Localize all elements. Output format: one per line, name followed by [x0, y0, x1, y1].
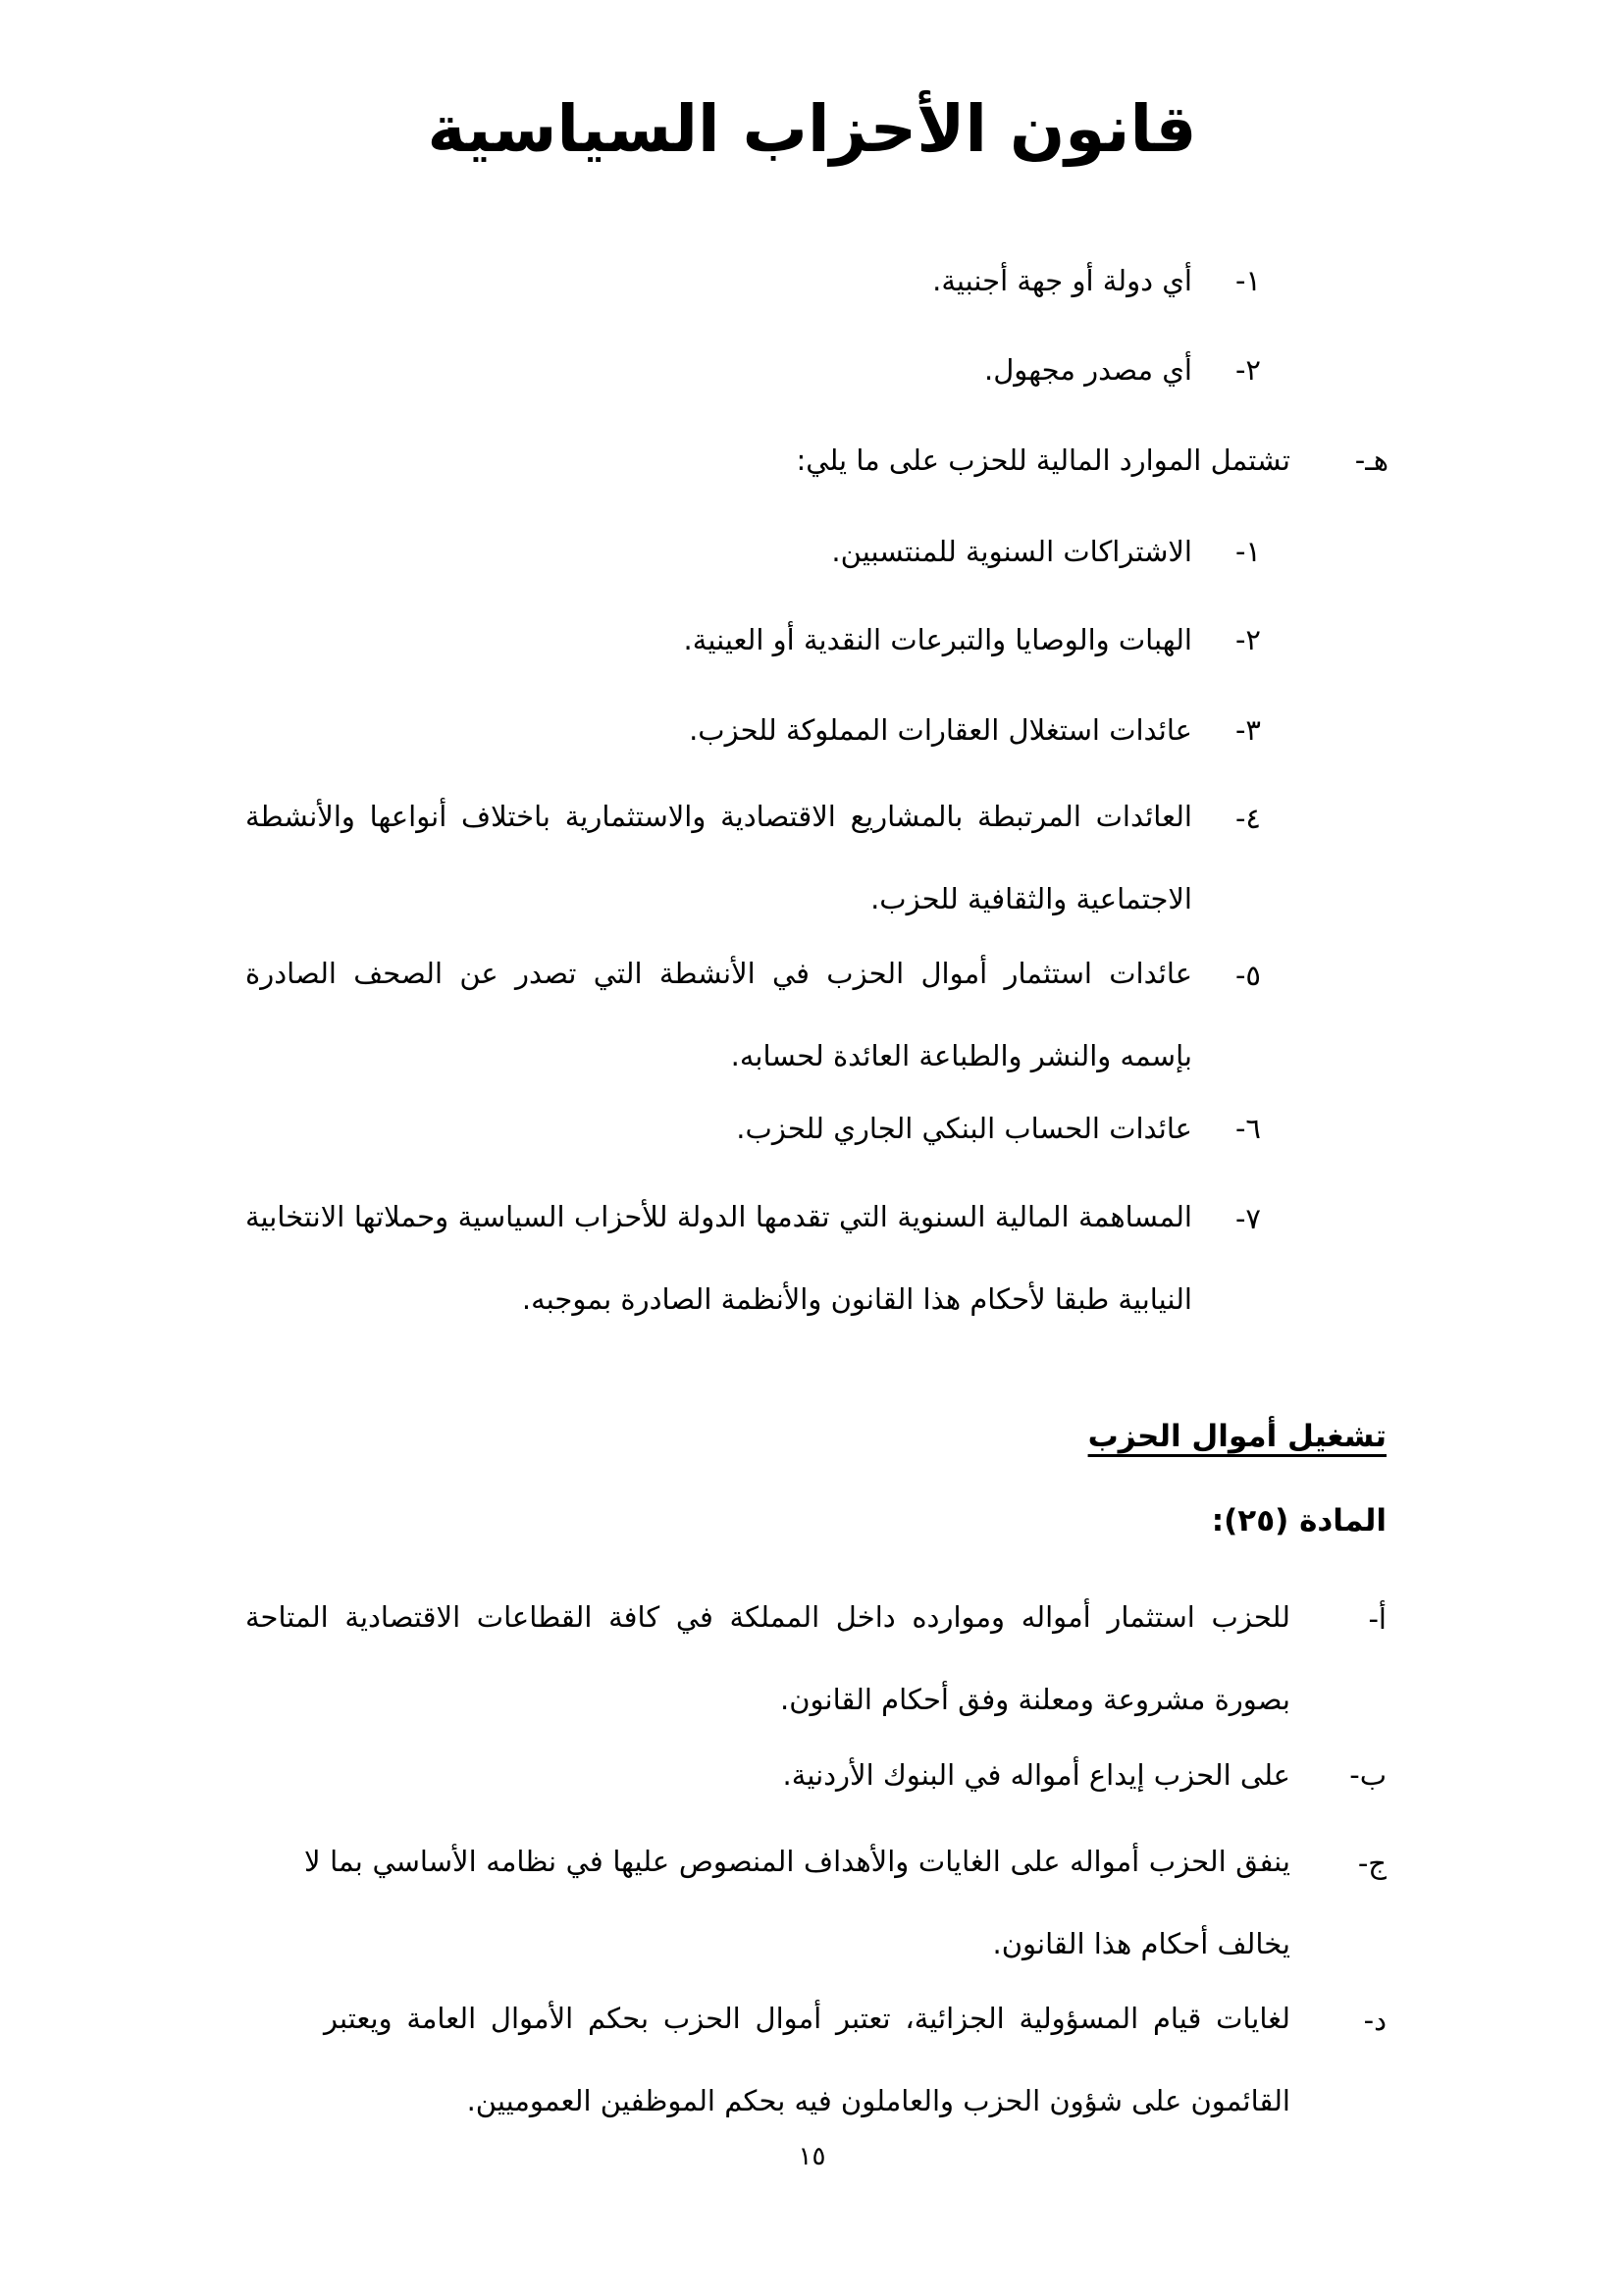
- clause-text: ينفق الحزب أمواله على الغايات والأهداف المنصوص عليها في نظامه الأساسي بما لا يخالف أحكام هذا القانون.: [304, 1845, 1290, 1960]
- clause-marker: ب-: [1349, 1758, 1387, 1792]
- section-heading: تشغيل أموال الحزب: [1087, 1419, 1387, 1454]
- clause-text: للحزب استثمار أمواله وموارده داخل المملكة في كافة القطاعات الاقتصادية المتاحة بصورة مشروعة ومعلنة وفق أحكام القانون.: [245, 1600, 1290, 1716]
- list-text: أي دولة أو جهة أجنبية.: [932, 264, 1192, 297]
- clause-marker: د-: [1363, 2004, 1387, 2037]
- clause-marker: هـ-: [1354, 443, 1388, 477]
- list-text: العائدات المرتبطة بالمشاريع الاقتصادية والاستثمارية باختلاف أنواعها والأنشطة الاجتماعية والثقافية للحزب.: [245, 800, 1192, 915]
- clause-marker: أ-: [1368, 1602, 1387, 1636]
- list-text: الهبات والوصايا والتبرعات النقدية أو العينية.: [683, 623, 1192, 656]
- clause-text: على الحزب إيداع أمواله في البنوك الأردنية.: [782, 1758, 1290, 1792]
- list-text: المساهمة المالية السنوية التي تقدمها الدولة للأحزاب السياسية وحملاتها الانتخابية النيابية طبقا لأحكام هذا القانون والأنظمة الصادرة بموجبه.: [245, 1200, 1192, 1316]
- list-text: الاشتراكات السنوية للمنتسبين.: [831, 535, 1192, 568]
- list-text: عائدات الحساب البنكي الجاري للحزب.: [736, 1112, 1192, 1145]
- list-marker: ٧-: [1234, 1202, 1261, 1235]
- list-marker: ٥-: [1234, 959, 1261, 992]
- list-marker: ٣-: [1234, 713, 1261, 747]
- list-marker: ٤-: [1234, 802, 1261, 835]
- list-text: عائدات استثمار أموال الحزب في الأنشطة التي تصدر عن الصحف الصادرة بإسمه والنشر والطباعة العائدة لحسابه.: [245, 957, 1192, 1072]
- clause-marker: ج-: [1357, 1847, 1387, 1880]
- list-marker: ٢-: [1234, 353, 1261, 387]
- clause-text: لغايات قيام المسؤولية الجزائية، تعتبر أموال الحزب بحكم الأموال العامة ويعتبر القائمون على شؤون الحزب والعاملون فيه بحكم الموظفين العموميين.: [324, 2002, 1290, 2117]
- page-number: ١٥: [798, 2142, 826, 2171]
- page-title: قانون الأحزاب السياسية: [427, 91, 1197, 167]
- list-marker: ٢-: [1234, 623, 1261, 656]
- clause-text: تشتمل الموارد المالية للحزب على ما يلي:: [796, 443, 1290, 477]
- list-marker: ١-: [1234, 264, 1261, 297]
- list-marker: ١-: [1234, 535, 1261, 568]
- list-text: عائدات استغلال العقارات المملوكة للحزب.: [689, 713, 1192, 747]
- article-number: المادة (٢٥):: [1211, 1503, 1387, 1539]
- list-text: أي مصدر مجهول.: [984, 353, 1192, 387]
- list-marker: ٦-: [1234, 1112, 1261, 1145]
